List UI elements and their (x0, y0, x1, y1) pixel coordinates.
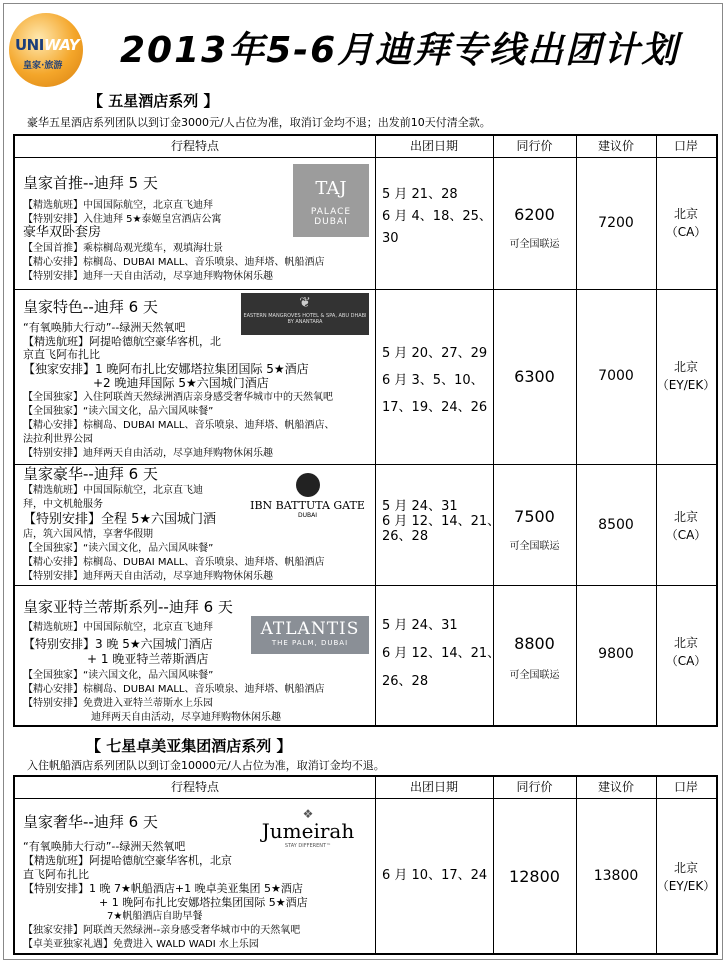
row-1-port: 北京 （CA） (665, 207, 707, 239)
line: 【精心安排】棕榈岛、DUBAI MALL、音乐喷泉、迪拜塔、帆船酒店、 (23, 420, 335, 431)
row-4-peer-price: 8800 可全国联运 (509, 634, 560, 681)
line: 【精选航班】阿提哈德航空豪华客机，北 (23, 335, 221, 348)
row-2-port: 北京 （EY/EK） (656, 360, 716, 392)
line: + 1 晚阿布扎比安娜塔拉集团国际 5★酒店 (99, 896, 308, 909)
line: “有氧唤肺大行动”--绿洲天然氧吧 (23, 321, 186, 334)
col-peer-price: 同行价 (516, 139, 553, 153)
row-2-dates: 5 月 20、27、29 6 月 3、5、10、 17、19、24、26 (382, 346, 488, 415)
line: 【精选航班】中国国际航空，北京直飞迪拜 (23, 622, 213, 633)
seven-star-heading: 【 七星卓美亚集团酒店系列 】 (86, 737, 292, 755)
line: “有氧唤肺大行动”--绿洲天然氧吧 (23, 840, 186, 853)
line: 【精心安排】棕榈岛、DUBAI MALL、音乐喷泉、迪拜塔、帆船酒店 (23, 684, 325, 695)
seven-star-note: 入住帆船酒店系列团队以到订金10000元/人占位为准，取消订金均不退。 (27, 759, 385, 772)
five-star-heading: 【 五星酒店系列 】 (88, 92, 219, 110)
line: 【特别安排】1 晚 7★帆船酒店+1 晚卓美亚集团 5★酒店 (23, 882, 303, 895)
row-3-itinerary (15, 465, 375, 585)
col-dates: 出团日期 (409, 780, 458, 794)
row-2-suggested: 7000 (598, 368, 634, 384)
line: 【独家安排】阿联酋天然绿洲--亲身感受奢华城市中的天然氧吧 (23, 925, 301, 936)
line: 店，筑六国风情，享奢华假期 (23, 529, 153, 540)
row-3-peer-price: 7500 可全国联运 (509, 507, 560, 552)
line: 【特别安排】全程 5★六国城门酒 (23, 512, 217, 527)
row-title: 皇家首推--迪拜 5 天 (23, 174, 158, 192)
line: 【特别安排】免费进入亚特兰蒂斯水上乐园 (23, 698, 213, 709)
five-star-note: 豪华五星酒店系列团队以到订金3000元/人占位为准，取消订金均不退；出发前10天付清全款。 (27, 116, 491, 129)
table-header (15, 777, 716, 799)
line: 【全国独家】入住阿联酋天然绿洲酒店亲身感受奢华城市中的天然氧吧 (23, 392, 333, 403)
line: 【精选航班】中国国际航空，北京直飞迪 (23, 485, 203, 496)
col-suggested-price: 建议价 (597, 139, 634, 153)
line: 【全国首推】乘棕榈岛观光缆车，观填海壮景 (23, 243, 223, 254)
row-7star-port: 北京 （EY/EK） (656, 861, 716, 893)
row-title: 皇家豪华--迪拜 6 天 (23, 465, 158, 483)
row-2-itinerary (15, 290, 375, 464)
row-3-suggested: 8500 (598, 517, 634, 533)
row-1-itinerary (15, 158, 375, 289)
logo-brand: UNIWAY (15, 36, 80, 54)
line: 【特别安排】入住迪拜 5★泰姬皇宫酒店公寓 (23, 214, 222, 225)
line: 京直飞阿布扎比 (23, 348, 100, 361)
row-4-itinerary (15, 586, 375, 725)
line: 拜，中文机舱服务 (23, 499, 103, 510)
row-7star-dates: 6 月 10、17、24 (382, 868, 488, 883)
row-1-peer-price: 6200 可全国联运 (509, 205, 560, 250)
line: 【精心安排】棕榈岛、DUBAI MALL、音乐喷泉、迪拜塔、帆船酒店 (23, 257, 325, 268)
line: 【特别安排】3 晚 5★六国城门酒店 (23, 637, 213, 651)
line: 法拉利世界公园 (23, 434, 93, 445)
line: 【精选航班】中国国际航空，北京直飞迪拜 (23, 200, 213, 211)
line: 【特别安排】迪拜两天自由活动，尽享迪拜购物休闲乐趣 (23, 448, 273, 459)
line: 迪拜两天自由活动，尽享迪拜购物休闲乐趣 (91, 712, 281, 723)
col-dates: 出团日期 (409, 139, 458, 153)
col-itinerary: 行程特点 (170, 139, 219, 153)
row-7star-itinerary (15, 799, 375, 953)
five-star-table (13, 134, 718, 727)
line: 【特别安排】迪拜一天自由活动，尽享迪拜购物休闲乐趣 (23, 271, 273, 282)
table-header (15, 136, 716, 158)
row-4-port: 北京 （CA） (665, 636, 707, 668)
line: 【精选航班】阿提哈德航空豪华客机，北京 (23, 854, 232, 867)
line: 【全国独家】“读六国文化，品六国风味餐” (23, 406, 214, 417)
line: 豪华双卧套房 (23, 225, 102, 240)
line: 【全国独家】“读六国文化，品六国风味餐” (23, 670, 214, 681)
row-title: 皇家特色--迪拜 6 天 (23, 298, 158, 316)
row-title: 皇家亚特兰蒂斯系列--迪拜 6 天 (23, 598, 233, 616)
jumeirah-brand-logo: ❖ Jumeirah STAY DIFFERENT™ (261, 807, 355, 849)
page-title: 2013年5-6月迪拜专线出团计划 (120, 30, 680, 71)
row-3-dates: 5 月 24、31 6 月 12、14、21、 26、28 (382, 499, 501, 544)
ibn-battuta-brand-logo: IBN BATTUTA GATE DUBAI (245, 473, 370, 521)
anantara-brand-logo: ❦ EASTERN MANGROVES HOTEL & SPA, ABU DHABI BY ANANTARA (241, 293, 369, 335)
row-7star-suggested: 13800 (593, 868, 639, 884)
col-port: 口岸 (673, 780, 698, 794)
col-peer-price: 同行价 (516, 780, 553, 794)
line: 直飞阿布扎比 (23, 868, 89, 881)
line: + 1 晚亚特兰蒂斯酒店 (87, 652, 209, 666)
atlantis-brand-logo: ATLANTIS THE PALM, DUBAI (251, 616, 369, 654)
line: 【卓美亚独家礼遇】免费进入 WALD WADI 水上乐园 (23, 939, 259, 950)
row-2-peer-price: 6300 (514, 367, 555, 386)
row-4-suggested: 9800 (598, 646, 634, 662)
row-1-suggested: 7200 (598, 215, 634, 231)
line: 【全国独家】“读六国文化，品六国风味餐” (23, 543, 214, 554)
row-1-dates: 5 月 21、28 6 月 4、18、25、 30 (382, 187, 492, 246)
line: 【特别安排】迪拜两天自由活动，尽享迪拜购物休闲乐趣 (23, 571, 273, 582)
uniway-logo (9, 13, 83, 87)
col-itinerary: 行程特点 (170, 780, 219, 794)
row-3-port: 北京 （CA） (665, 510, 707, 542)
col-suggested-price: 建议价 (597, 780, 634, 794)
line: 【精心安排】棕榈岛、DUBAI MALL、音乐喷泉、迪拜塔、帆船酒店 (23, 557, 325, 568)
col-port: 口岸 (673, 139, 698, 153)
line: +2 晚迪拜国际 5★六国城门酒店 (93, 376, 269, 390)
seven-star-table (13, 775, 718, 955)
taj-brand-logo: TAJ PALACE DUBAI (293, 164, 369, 237)
row-4-dates: 5 月 24、31 6 月 12、14、21、 26、28 (382, 618, 501, 689)
line: 7★帆船酒店自助早餐 (107, 911, 203, 922)
row-title: 皇家奢华--迪拜 6 天 (23, 813, 158, 831)
row-7star-peer-price: 12800 (509, 867, 560, 886)
logo-sub: 皇家·旅游 (23, 61, 63, 71)
line: 【独家安排】1 晚阿布扎比安娜塔拉集团国际 5★酒店 (23, 362, 309, 376)
